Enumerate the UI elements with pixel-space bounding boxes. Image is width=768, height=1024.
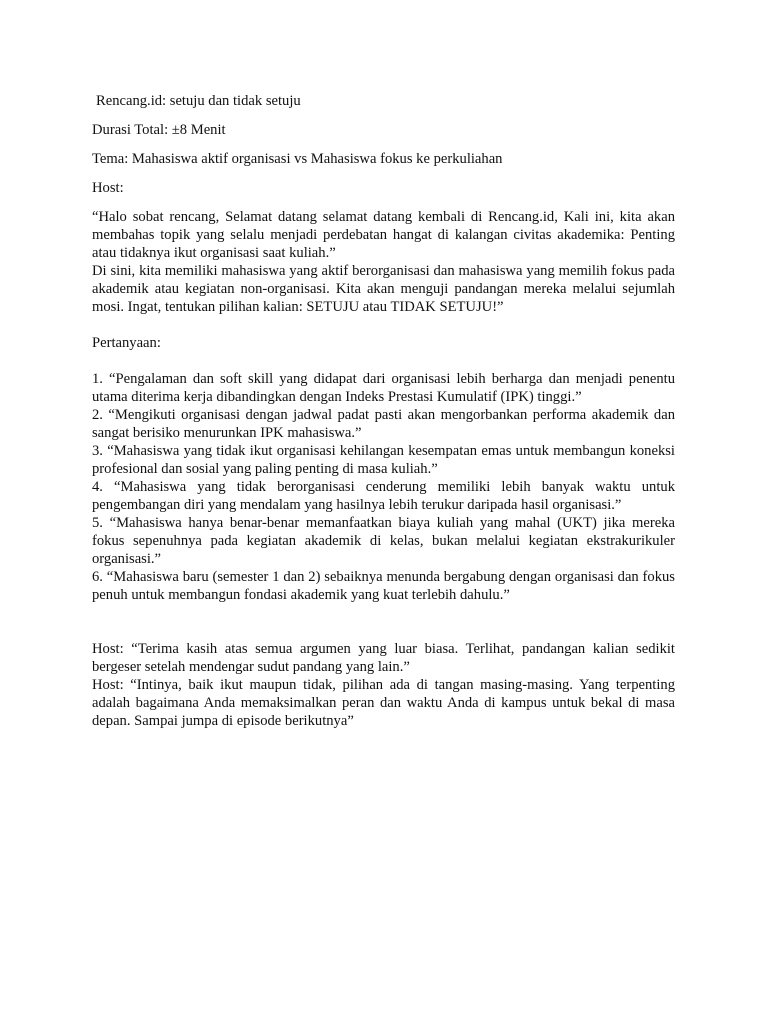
question-item: 5. “Mahasiswa hanya benar-benar memanfaatkan biaya kuliah yang mahal (UKT) jika mereka fokus sepenuhnya pada kegiatan akademik di kelas, bukan melalui kegiatan ekstrakurikuler organisasi.” (92, 515, 675, 567)
document-title: Rencang.id: setuju dan tidak setuju (96, 93, 301, 109)
closing-paragraph: Host: “Terima kasih atas semua argumen yang luar biasa. Terlihat, pandangan kalian sedikit bergeser setelah mendengar sudut pandang yang lain.” (92, 641, 675, 675)
question-item: 1. “Pengalaman dan soft skill yang didapat dari organisasi lebih berharga dan menjadi penentu utama diterima kerja dibandingkan dengan Indeks Prestasi Kumulatif (IPK) tinggi.” (92, 371, 675, 405)
question-list (92, 370, 675, 604)
host-label: Host: (92, 180, 124, 196)
intro-paragraph: Di sini, kita memiliki mahasiswa yang aktif berorganisasi dan mahasiswa yang memilih fokus pada akademik atau kegiatan non-organisasi. Kita akan menguji pandangan mereka melalui sejumlah mosi. Ingat, tentukan pilihan kalian: SETUJU atau TIDAK SETUJU!” (92, 263, 675, 315)
questions-label: Pertanyaan: (92, 335, 161, 351)
host-intro (92, 208, 675, 316)
question-item: 4. “Mahasiswa yang tidak berorganisasi cenderung memiliki lebih banyak waktu untuk pengembangan diri yang mendalam yang hasilnya lebih terukur daripada hasil organisasi.” (92, 479, 675, 513)
host-closing (92, 640, 675, 730)
document-content (92, 92, 675, 730)
closing-paragraph: Host: “Intinya, baik ikut maupun tidak, pilihan ada di tangan masing-masing. Yang terpenting adalah bagaimana Anda memaksimalkan peran dan waktu Anda di kampus untuk bekal di masa depan. Sampai jumpa di episode berikutnya” (92, 677, 675, 729)
theme-line: Tema: Mahasiswa aktif organisasi vs Mahasiswa fokus ke perkuliahan (92, 151, 503, 167)
question-item: 3. “Mahasiswa yang tidak ikut organisasi kehilangan kesempatan emas untuk membangun koneksi profesional dan sosial yang paling penting di masa kuliah.” (92, 443, 675, 477)
duration-line: Durasi Total: ±8 Menit (92, 122, 226, 138)
question-item: 6. “Mahasiswa baru (semester 1 dan 2) sebaiknya menunda bergabung dengan organisasi dan fokus penuh untuk membangun fondasi akademik yang kuat terlebih dahulu.” (92, 569, 675, 603)
question-item: 2. “Mengikuti organisasi dengan jadwal padat pasti akan mengorbankan performa akademik dan sangat berisiko menurunkan IPK mahasiswa.” (92, 407, 675, 441)
intro-paragraph: “Halo sobat rencang, Selamat datang selamat datang kembali di Rencang.id, Kali ini, kita akan membahas topik yang selalu menjadi perdebatan hangat di kalangan civitas akademika: Penting atau tidaknya ikut organisasi saat kuliah.” (92, 209, 675, 261)
